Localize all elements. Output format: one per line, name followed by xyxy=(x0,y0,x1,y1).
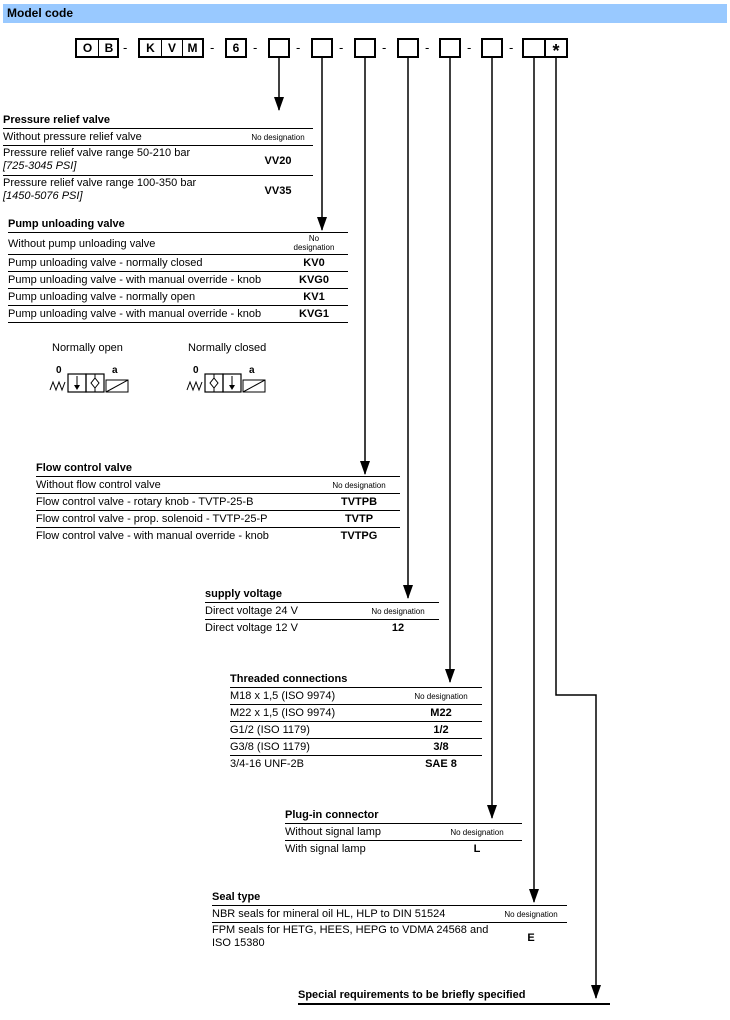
row-label: Pump unloading valve - normally closed xyxy=(8,257,203,269)
port-0-label: 0 xyxy=(56,365,62,376)
row-label-main: Pressure relief valve range 100-350 bar xyxy=(3,177,197,189)
section-title: Seal type xyxy=(212,889,567,906)
port-a-label: a xyxy=(249,365,255,376)
row-code: No designation xyxy=(293,234,335,252)
table-row xyxy=(230,705,482,722)
table-row xyxy=(230,688,482,705)
supply-voltage-section xyxy=(205,586,439,637)
row-label: Flow control valve - with manual override - knob xyxy=(36,530,269,542)
section-header: Model code xyxy=(3,4,727,23)
row-label: Flow control valve - prop. solenoid - TVTP-25-P xyxy=(36,513,268,525)
row-label: NBR seals for mineral oil HL, HLP to DIN 51524 xyxy=(212,908,446,920)
row-code: KV0 xyxy=(303,257,325,269)
code-separator: - xyxy=(210,40,215,55)
row-code: VV20 xyxy=(264,155,292,167)
table-row xyxy=(230,739,482,756)
row-code: 12 xyxy=(391,622,405,634)
row-code: TVTP xyxy=(344,513,374,525)
threaded-connections-section xyxy=(230,671,482,773)
code-char: V xyxy=(161,40,182,56)
row-label: M18 x 1,5 (ISO 9974) xyxy=(230,690,336,702)
section-title: Threaded connections xyxy=(230,671,482,688)
pump-unloading-section xyxy=(8,216,348,323)
table-row xyxy=(205,603,439,620)
table-row xyxy=(36,528,400,545)
row-label xyxy=(3,147,190,173)
table-row xyxy=(285,841,522,858)
row-label: Without pressure relief valve xyxy=(3,131,142,143)
row-label: FPM seals for HETG, HEES, HEPG to VDMA 24568 and ISO 15380 xyxy=(212,924,489,949)
row-label: M22 x 1,5 (ISO 9974) xyxy=(230,707,336,719)
table-row xyxy=(285,824,522,841)
table-row xyxy=(3,129,313,146)
row-label: Direct voltage 12 V xyxy=(205,622,298,634)
code-char: O xyxy=(82,41,93,55)
row-code: M22 xyxy=(430,707,452,719)
table-row xyxy=(230,722,482,739)
port-0-label: 0 xyxy=(193,365,199,376)
code-separator: - xyxy=(253,40,258,55)
table-row xyxy=(3,146,313,176)
row-label: Pump unloading valve - normally open xyxy=(8,291,196,303)
code-char: B xyxy=(98,40,119,56)
code-separator: - xyxy=(296,40,301,55)
table-row xyxy=(8,255,348,272)
pressure-relief-section xyxy=(3,112,313,206)
section-title: supply voltage xyxy=(205,586,439,603)
normally-open-label: Normally open xyxy=(52,342,123,354)
table-row xyxy=(8,289,348,306)
row-code: No designation xyxy=(504,910,558,919)
table-row xyxy=(8,233,348,255)
special-requirements-section xyxy=(298,987,610,1005)
row-label-psi: [725-3045 PSI] xyxy=(3,160,77,172)
table-row xyxy=(36,511,400,528)
table-row xyxy=(8,306,348,323)
row-label: G3/8 (ISO 1179) xyxy=(230,741,310,753)
row-label: G1/2 (ISO 1179) xyxy=(230,724,310,736)
code-separator: - xyxy=(382,40,387,55)
row-code: E xyxy=(527,932,535,944)
row-label: Flow control valve - rotary knob - TVTP-25-B xyxy=(36,496,254,508)
seal-type-section xyxy=(212,889,567,953)
row-code: KV1 xyxy=(303,291,325,303)
code-separator: - xyxy=(509,40,514,55)
code-box-special: * xyxy=(544,38,568,58)
table-row xyxy=(212,906,567,923)
row-code: SAE 8 xyxy=(425,758,457,770)
row-label: Without signal lamp xyxy=(285,826,381,838)
row-label: Without flow control valve xyxy=(36,479,161,491)
row-label: With signal lamp xyxy=(285,843,366,855)
row-code: TVTPG xyxy=(340,530,378,542)
normally-closed-symbol-icon xyxy=(185,362,275,396)
code-char: 6 xyxy=(232,41,240,55)
code-char: M xyxy=(182,40,202,56)
row-code: No designation xyxy=(251,133,305,142)
table-row xyxy=(205,620,439,637)
row-code: 3/8 xyxy=(433,741,449,753)
table-row xyxy=(36,477,400,494)
row-label: Pump unloading valve - with manual override - knob xyxy=(8,308,262,320)
row-code: No designation xyxy=(332,481,386,490)
row-label: 3/4-16 UNF-2B xyxy=(230,758,304,770)
code-char: K xyxy=(146,41,155,55)
row-code: No designation xyxy=(414,692,468,701)
row-label xyxy=(3,177,196,203)
row-code: No designation xyxy=(450,828,504,837)
row-label-main: Pressure relief valve range 50-210 bar xyxy=(3,147,191,159)
flow-control-section xyxy=(36,460,400,545)
normally-closed-label: Normally closed xyxy=(188,342,267,354)
table-row xyxy=(3,176,313,206)
row-label: Direct voltage 24 V xyxy=(205,605,298,617)
code-separator: - xyxy=(425,40,430,55)
port-a-label: a xyxy=(112,365,118,376)
row-code: No designation xyxy=(371,607,425,616)
code-separator: - xyxy=(467,40,472,55)
table-row xyxy=(8,272,348,289)
code-separator: - xyxy=(123,40,128,55)
row-code: TVTPB xyxy=(340,496,378,508)
row-code: 1/2 xyxy=(433,724,449,736)
section-title: Pump unloading valve xyxy=(8,216,348,233)
row-label: Pump unloading valve - with manual override - knob xyxy=(8,274,262,286)
code-separator: - xyxy=(339,40,344,55)
section-title: Plug-in connector xyxy=(285,807,522,824)
row-code: L xyxy=(473,843,481,855)
table-row xyxy=(212,923,567,953)
section-title: Flow control valve xyxy=(36,460,400,477)
table-row xyxy=(36,494,400,511)
row-code: VV35 xyxy=(264,185,292,197)
normally-open-symbol-icon xyxy=(48,362,138,396)
row-code: KVG0 xyxy=(299,274,329,286)
row-label: Without pump unloading valve xyxy=(8,238,156,250)
plug-in-connector-section xyxy=(285,807,522,858)
table-row xyxy=(230,756,482,773)
row-code: KVG1 xyxy=(299,308,329,320)
section-title: Pressure relief valve xyxy=(3,112,313,129)
section-title: Special requirements to be briefly specified xyxy=(298,987,610,1005)
row-label-psi: [1450-5076 PSI] xyxy=(3,190,83,202)
